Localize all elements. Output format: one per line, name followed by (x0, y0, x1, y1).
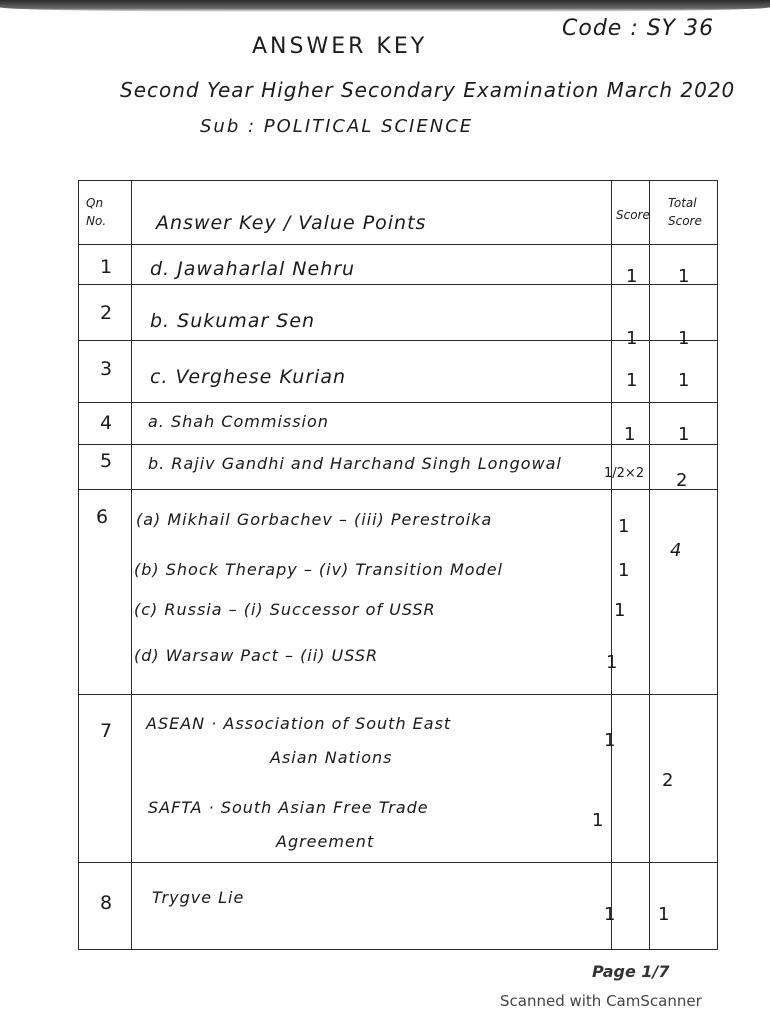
score-value: 1/2×2 (604, 466, 645, 481)
score-value: 1 (604, 904, 616, 925)
answer-text: Agreement (276, 832, 375, 851)
row-divider (78, 284, 718, 285)
header-answer: Answer Key / Value Points (156, 212, 427, 234)
row-divider (78, 694, 718, 695)
answer-text: Trygve Lie (152, 888, 245, 907)
question-number: 7 (100, 720, 113, 742)
answer-text: (d) Warsaw Pact – (ii) USSR (134, 646, 379, 665)
total-score-value: 1 (678, 424, 690, 445)
answer-text: SAFTA · South Asian Free Trade (148, 798, 429, 817)
header-qn: Qn No. (86, 196, 107, 228)
table-border-right (717, 180, 718, 950)
answer-text: (b) Shock Therapy – (iv) Transition Model (134, 560, 503, 579)
score-value: 1 (604, 730, 616, 751)
total-score-value: 1 (658, 904, 670, 925)
score-value: 1 (618, 560, 630, 581)
table-border-bottom (78, 949, 718, 950)
answer-text: b. Rajiv Gandhi and Harchand Singh Longowal (148, 454, 562, 473)
row-divider (78, 862, 718, 863)
header-total-score: Total Score (668, 196, 702, 228)
answer-text: Asian Nations (270, 748, 393, 767)
question-number: 4 (100, 412, 113, 434)
answer-text: ASEAN · Association of South East (146, 714, 452, 733)
score-value: 1 (592, 810, 604, 831)
scan-top-edge (0, 0, 770, 12)
score-value: 1 (618, 516, 630, 537)
score-value: 1 (626, 266, 638, 287)
header-score: Score (616, 208, 650, 222)
row-divider (78, 244, 718, 245)
question-number: 6 (96, 506, 109, 528)
answer-key-table (78, 180, 718, 950)
answer-text: a. Shah Commission (148, 412, 329, 431)
question-number: 5 (100, 450, 113, 472)
row-divider (78, 402, 718, 403)
answer-text: c. Verghese Kurian (150, 366, 347, 388)
row-divider (78, 489, 718, 490)
score-value: 1 (626, 328, 638, 349)
score-value: 1 (614, 600, 626, 621)
column-divider-answer (611, 180, 612, 950)
exam-code: Code : SY 36 (562, 16, 715, 41)
total-score-value: 4 (670, 540, 682, 561)
scanner-watermark: Scanned with CamScanner (500, 992, 702, 1010)
column-divider-qn (131, 180, 132, 950)
total-score-value: 2 (676, 470, 688, 491)
table-border-top (78, 180, 718, 181)
answer-text: b. Sukumar Sen (150, 310, 316, 332)
question-number: 8 (100, 892, 113, 914)
answer-text: (a) Mikhail Gorbachev – (iii) Perestroika (136, 510, 493, 529)
subject-line: Sub : POLITICAL SCIENCE (200, 116, 474, 137)
score-value: 1 (606, 652, 618, 673)
table-border-left (78, 180, 79, 950)
score-value: 1 (626, 370, 638, 391)
question-number: 1 (100, 256, 113, 278)
question-number: 3 (100, 358, 113, 380)
column-divider-score (649, 180, 650, 950)
exam-name: Second Year Higher Secondary Examination March 2020 (120, 78, 736, 102)
row-divider (78, 444, 718, 445)
answer-text: (c) Russia – (i) Successor of USSR (134, 600, 436, 619)
total-score-value: 1 (678, 266, 690, 287)
score-value: 1 (624, 424, 636, 445)
row-divider (78, 340, 718, 341)
answer-text: d. Jawaharlal Nehru (150, 258, 356, 280)
page-number: Page 1/7 (592, 962, 670, 981)
question-number: 2 (100, 302, 113, 324)
total-score-value: 2 (662, 770, 674, 791)
page-title: ANSWER KEY (252, 34, 428, 59)
total-score-value: 1 (678, 328, 690, 349)
total-score-value: 1 (678, 370, 690, 391)
